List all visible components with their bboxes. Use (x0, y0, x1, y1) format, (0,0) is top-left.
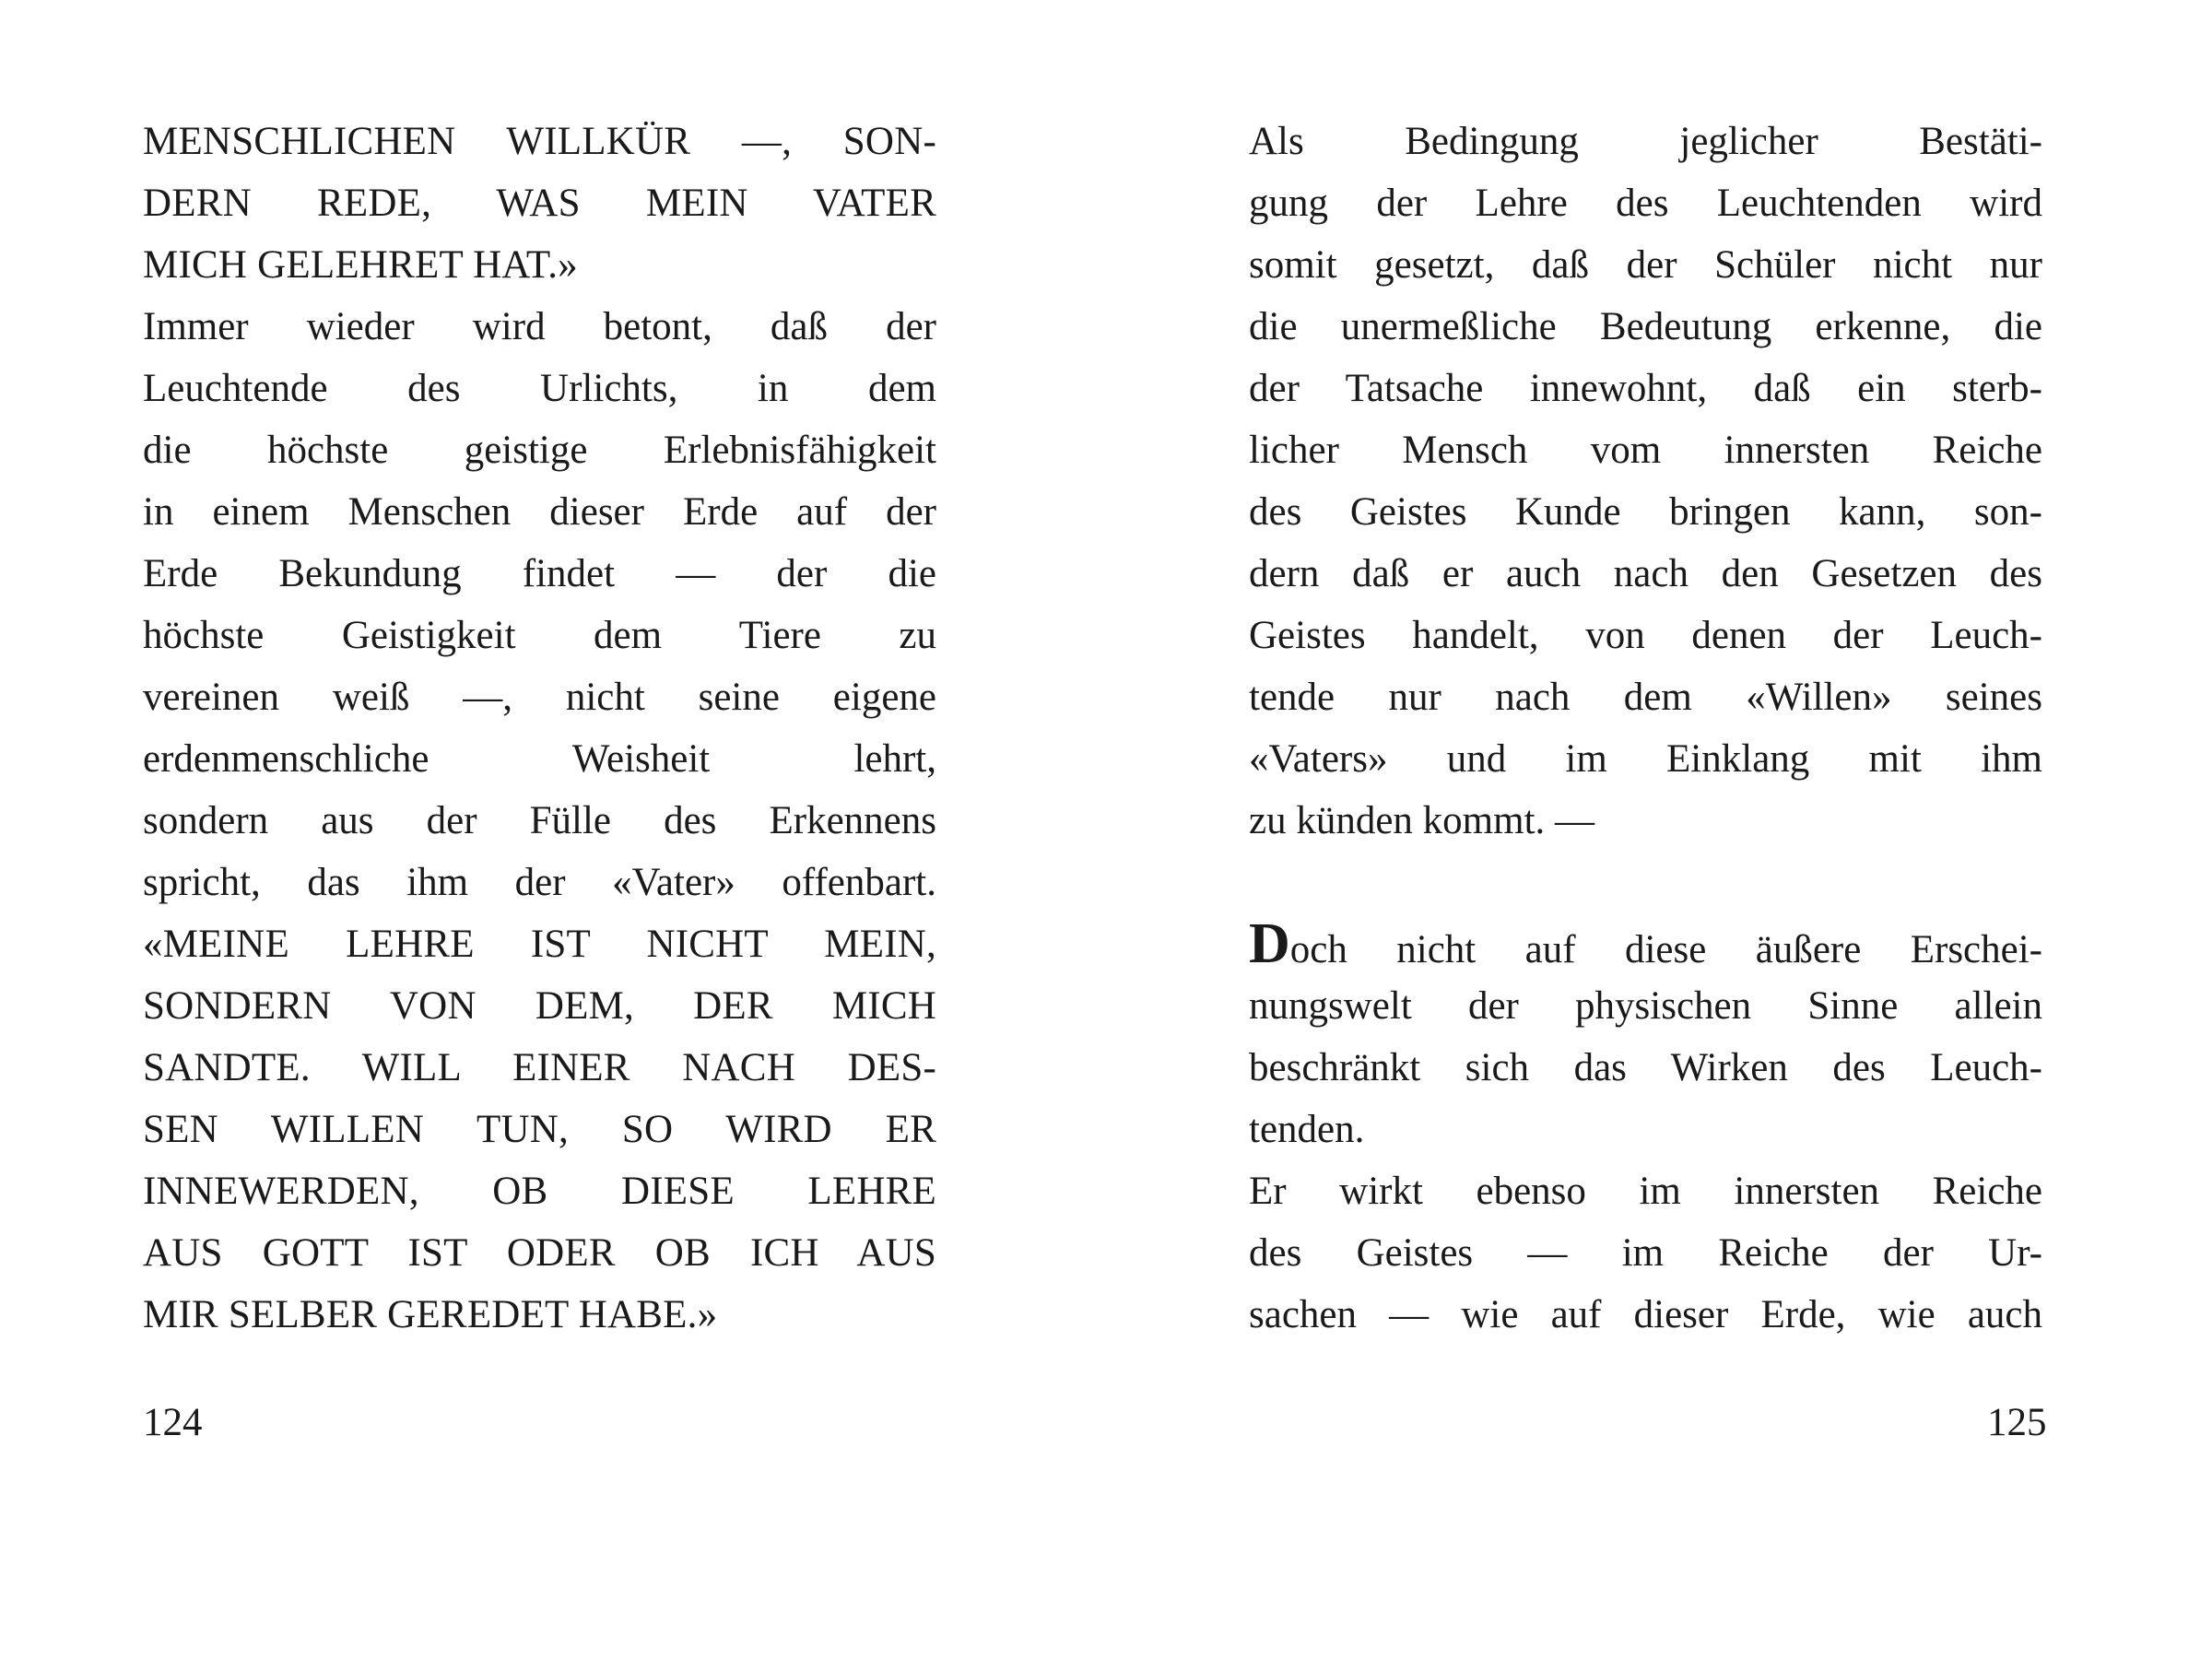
right-page (1249, 111, 2042, 1346)
text-line: MIR SELBER GEREDET HABE.» (143, 1293, 718, 1336)
text-line: DERN REDE, WAS MEIN VATER (143, 182, 936, 225)
text-line: «MEINE LEHRE IST NICHT MEIN, (143, 923, 936, 966)
paragraph-gap (1249, 852, 2042, 913)
text-line: MENSCHLICHEN WILLKÜR —, SON- (143, 120, 936, 163)
text-line: die höchste geistige Erlebnisfähigkeit (143, 429, 936, 472)
text-line: tende nur nach dem «Willen» seines (1249, 676, 2042, 719)
text-line: in einem Menschen dieser Erde auf der (143, 490, 936, 534)
text-line: Er wirkt ebenso im innersten Reiche (1249, 1170, 2042, 1213)
text-line: des Geistes — im Reiche der Ur- (1249, 1231, 2042, 1275)
text-line: somit gesetzt, daß der Schüler nicht nur (1249, 243, 2042, 287)
text-line: Geistes handelt, von denen der Leuch- (1249, 614, 2042, 657)
text-line: vereinen weiß —, nicht seine eigene (143, 676, 936, 719)
text-line: Immer wieder wird betont, daß der (143, 305, 936, 348)
text-line: zu künden kommt. — (1249, 799, 1595, 842)
text-line: MICH GELEHRET HAT.» (143, 243, 578, 287)
text-line: gung der Lehre des Leuchtenden wird (1249, 182, 2042, 225)
text-line: SEN WILLEN TUN, SO WIRD ER (143, 1108, 936, 1151)
text-line: sondern aus der Fülle des Erkennens (143, 799, 936, 842)
text-line: der Tatsache innewohnt, daß ein sterb- (1249, 367, 2042, 410)
text-line: licher Mensch vom innersten Reiche (1249, 429, 2042, 472)
text-line: AUS GOTT IST ODER OB ICH AUS (143, 1231, 936, 1275)
text-line: INNEWERDEN, OB DIESE LEHRE (143, 1170, 936, 1213)
page-number-right: 125 (1987, 1401, 2047, 1444)
text-line: beschränkt sich das Wirken des Leuch- (1249, 1046, 2042, 1089)
text-line: erdenmenschliche Weisheit lehrt, (143, 737, 936, 781)
left-page (143, 111, 936, 1346)
text-line: sachen — wie auf dieser Erde, wie auch (1249, 1293, 2042, 1336)
text-line: Erde Bekundung findet — der die (143, 552, 936, 595)
text-line: SONDERN VON DEM, DER MICH (143, 984, 936, 1028)
text-line: dern daß er auch nach den Gesetzen des (1249, 552, 2042, 595)
text-line: des Geistes Kunde bringen kann, son- (1249, 490, 2042, 534)
text-line: tenden. (1249, 1108, 1365, 1151)
text-line: Als Bedingung jeglicher Bestäti- (1249, 120, 2042, 163)
text-line-dropcap: Doch nicht auf diese äußere Erschei- (1249, 912, 2042, 975)
text-line: SANDTE. WILL EINER NACH DES- (143, 1046, 936, 1089)
text-line: Leuchtende des Urlichts, in dem (143, 367, 936, 410)
text-line: spricht, das ihm der «Vater» offenbart. (143, 861, 936, 904)
text-line: die unermeßliche Bedeutung erkenne, die (1249, 305, 2042, 348)
text-line: «Vaters» und im Einklang mit ihm (1249, 737, 2042, 781)
drop-cap-letter: D (1249, 912, 1290, 975)
text-line: nungswelt der physischen Sinne allein (1249, 984, 2042, 1028)
text-line: höchste Geistigkeit dem Tiere zu (143, 614, 936, 657)
page-number-left: 124 (143, 1401, 203, 1444)
